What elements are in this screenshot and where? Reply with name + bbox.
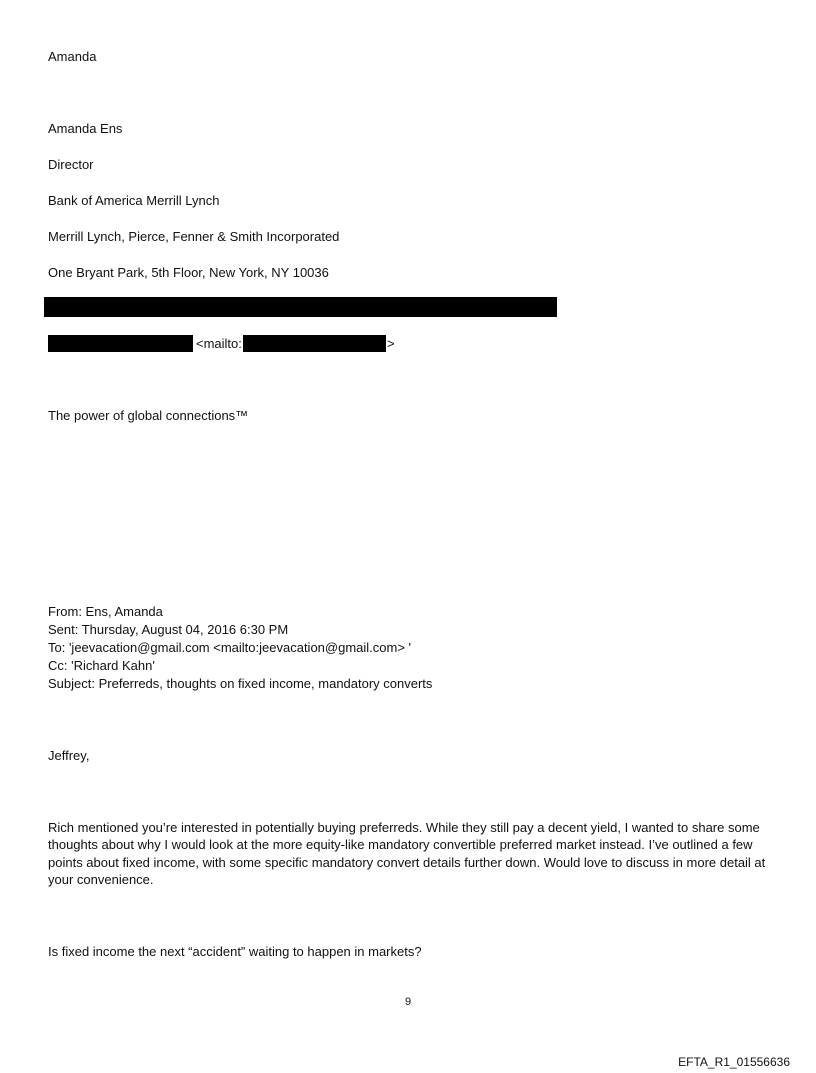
redaction-bar-email-name bbox=[48, 335, 193, 352]
bates-number: EFTA_R1_01556636 bbox=[678, 1055, 790, 1069]
email-subject: Subject: Preferreds, thoughts on fixed income, mandatory converts bbox=[48, 676, 433, 691]
redaction-bar-contact bbox=[44, 297, 557, 317]
email-from: From: Ens, Amanda bbox=[48, 604, 163, 619]
signature-legal-entity: Merrill Lynch, Pierce, Fenner & Smith Incorporated bbox=[48, 229, 340, 244]
signature-address: One Bryant Park, 5th Floor, New York, NY 10036 bbox=[48, 265, 329, 280]
email-question: Is fixed income the next “accident” waiting to happen in markets? bbox=[48, 944, 422, 959]
email-to: To: 'jeevacation@gmail.com <mailto:jeevacation@gmail.com> ' bbox=[48, 640, 412, 655]
page-number: 9 bbox=[404, 996, 412, 1008]
email-salutation: Jeffrey, bbox=[48, 748, 90, 763]
signature-title: Director bbox=[48, 157, 94, 172]
redaction-bar-email-address bbox=[243, 335, 386, 352]
mailto-prefix: <mailto: bbox=[196, 336, 242, 351]
mailto-suffix: > bbox=[387, 336, 395, 351]
signature-greeting-name: Amanda bbox=[48, 49, 97, 64]
signature-tagline: The power of global connections™ bbox=[48, 408, 249, 423]
signature-company: Bank of America Merrill Lynch bbox=[48, 193, 220, 208]
email-sent: Sent: Thursday, August 04, 2016 6:30 PM bbox=[48, 622, 289, 637]
signature-full-name: Amanda Ens bbox=[48, 121, 123, 136]
email-paragraph-1: Rich mentioned you’re interested in potentially buying preferreds. While they still pay a decent yield, I wanted to share some thoughts about why I would look at the more equity-like mandatory convertible preferred market instead. I’ve outlined a few points about fixed income, with some specific mandatory convert details further down. Would love to discuss in more detail at your convenience. bbox=[48, 820, 766, 887]
email-cc: Cc: 'Richard Kahn' bbox=[48, 658, 155, 673]
